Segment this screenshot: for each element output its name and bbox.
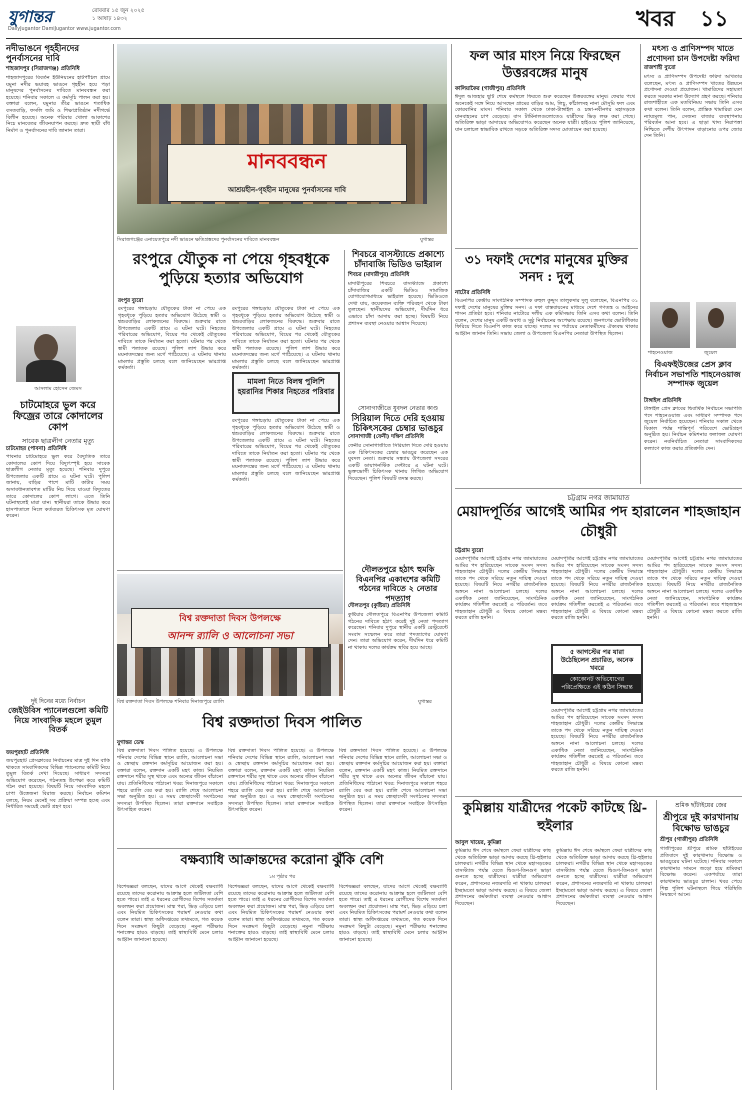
lead-body-col2: রংপুরের গঙ্গাচড়ায় যৌতুকের টাকা না পেয়ে এক গৃহবধূকে পুড়িয়ে হত্যার অভিযোগ উঠেছে স্বামী ও শ্বশুরবাড়ির লোকজনের বিরুদ্ধে। শুক্রবার রাতে উপজেলার একটি গ্রামে এ ঘটনা ঘটে। নিহতের পরিবারের অভিযোগ, বিয়ের পর থেকেই যৌতুকের দাবিতে তাকে নির্যাতন করা হতো। ঘটনার পর থেকে স্বামী পলাতক রয়েছে। পুলিশ লাশ উদ্ধার করে ময়নাতদন্তের জন্য মর্গে পাঠিয়েছে। এ ঘটনায় থানায় মামলার প্রস্তুতি চলছে বলে জানিয়েছেন ভারপ্রাপ্ত কর্মকর্তা।: [232, 306, 340, 370]
banner-text: মানববন্ধন: [247, 149, 327, 173]
corona-body-col2: বিশেষজ্ঞরা বলছেন, যাদের আগে থেকেই বক্ষব্যাধি রয়েছে তাদের করোনায় আক্রান্ত হলে জটিলতা বেশি হতে পারে। তাই এ ধরনের রোগীদের বিশেষ সতর্কতা অবলম্বন করা প্রয়োজন। মাস্ক পরা, ভিড় এড়িয়ে চলা এবং নিয়মিত চিকিৎসকের পরামর্শ নেওয়ার কথা বলেন তারা। স্বাস্থ্য অধিদপ্তরের তথ্যমতে, গত কয়েক দিনে সংক্রমণ কিছুটা বেড়েছে। নমুনা পরীক্ষায় শনাক্তের হারও বাড়ছে। তাই স্বাস্থ্যবিধি মেনে চলার আহ্বান জানানো হয়েছে।: [228, 884, 334, 943]
mid-kicker-2: সোনাগাজীতে যুবদল নেতার কাণ্ড: [358, 405, 438, 412]
ctg-body-col1: মেয়াদপূর্তির আগেই চট্টগ্রাম নগর জামায়াতের আমির পদ হারিয়েছেন সাবেক সংসদ সদস্য শাহজাহান চৌধুরী। দলের কেন্দ্রীয় সিদ্ধান্তে তাকে পদ থেকে সরিয়ে নতুন দায়িত্ব দেওয়া হয়েছে। বিষয়টি নিয়ে নগরীর রাজনৈতিক অঙ্গনে নানা আলোচনা চলছে। দলের একাধিক নেতা জানিয়েছেন, সাংগঠনিক কার্যক্রম গতিশীল করতেই এ পরিবর্তন। তবে শাহজাহান চৌধুরী এ বিষয়ে কোনো মন্তব্য করতে রাজি হননি।: [455, 556, 547, 622]
mid-body-2: ফেনীর সোনাগাজীতে সিরিয়াল দিতে দেরি হওয়ায় এক চিকিৎসকের চেম্বার ভাঙচুর করেছেন এক যুবদল নেতা। শুক্রবার সন্ধ্যায় উপজেলা সদরের একটি ডায়াগনস্টিক সেন্টারে এ ঘটনা ঘটে। ভুক্তভোগী চিকিৎসক থানায় লিখিত অভিযোগ দিয়েছেন। পুলিশ বিষয়টি তদন্ত করছে।: [348, 443, 448, 482]
story-subtitle-2: সাবেক ছাত্রলীগ নেতার মৃত্যু: [22, 437, 94, 445]
ctg-body-col3: মেয়াদপূর্তির আগেই চট্টগ্রাম নগর জামায়াতের আমির পদ হারিয়েছেন সাবেক সংসদ সদস্য শাহজাহান চৌধুরী। দলের কেন্দ্রীয় সিদ্ধান্তে তাকে পদ থেকে সরিয়ে নতুন দায়িত্ব দেওয়া হয়েছে। বিষয়টি নিয়ে নগরীর রাজনৈতিক অঙ্গনে নানা আলোচনা চলছে। দলের একাধিক নেতা জানিয়েছেন, সাংগঠনিক কার্যক্রম গতিশীল করতেই এ পরিবর্তন। তবে শাহজাহান চৌধুরী এ বিষয়ে কোনো মন্তব্য করতে রাজি হননি।: [551, 708, 643, 774]
byline-3: জয়পুরহাট প্রতিনিধি: [6, 750, 49, 756]
ctg-body-col2: মেয়াদপূর্তির আগেই চট্টগ্রাম নগর জামায়াতের আমির পদ হারিয়েছেন সাবেক সংসদ সদস্য শাহজাহান চৌধুরী। দলের কেন্দ্রীয় সিদ্ধান্তে তাকে পদ থেকে সরিয়ে নতুন দায়িত্ব দেওয়া হয়েছে। বিষয়টি নিয়ে নগরীর রাজনৈতিক অঙ্গনে নানা আলোচনা চলছে। দলের একাধিক নেতা জানিয়েছেন, সাংগঠনিক কার্যক্রম গতিশীল করতেই এ পরিবর্তন। তবে শাহজাহান চৌধুরী এ বিষয়ে কোনো মন্তব্য করতে রাজি হননি।: [551, 556, 643, 622]
ctg-box-text-2: কোকোনট অভিযোগের পরিপ্রেক্ষিতে এই কঠিন সিদ্ধান্ত: [553, 674, 641, 693]
newspaper-logo: যুগান্তর: [8, 7, 53, 26]
rally-banner-text: বিশ্ব রক্তদাতা দিবস উপলক্ষে: [179, 614, 281, 624]
story-body: শাহজাদপুরের বিবর্তন ইউনিয়নের হাটপাঁচিল গ্রামে যমুনা নদীর ভয়াবহ ভাঙনে গৃহহীন হয়ে পড়া মানুষদের পুনর্বাসনের দাবিতে মানববন্ধন করা হয়েছে। শনিবার সকালে এ কর্মসূচি পালন করা হয়। বক্তারা বলেন, যমুনার তীব্র ভাঙনে শতাধিক বসতবাড়ি, ফসলি জমি ও শিক্ষাপ্রতিষ্ঠান নদীগর্ভে বিলীন হয়েছে। অনেক পরিবার খোলা আকাশের নিচে মানবেতর জীবনযাপন করছে। দ্রুত স্থায়ী বাঁধ নির্মাণ ও পুনর্বাসনের দাবি জানান তারা।: [6, 75, 110, 134]
portrait-photo: [16, 326, 76, 382]
lead-body-col1: রংপুরের গঙ্গাচড়ায় যৌতুকের টাকা না পেয়ে এক গৃহবধূকে পুড়িয়ে হত্যার অভিযোগ উঠেছে স্বামী ও শ্বশুরবাড়ির লোকজনের বিরুদ্ধে। শুক্রবার রাতে উপজেলার একটি গ্রামে এ ঘটনা ঘটে। নিহতের পরিবারের অভিযোগ, বিয়ের পর থেকেই যৌতুকের দাবিতে তাকে নির্যাতন করা হতো। ঘটনার পর থেকে স্বামী পলাতক রয়েছে। পুলিশ লাশ উদ্ধার করে ময়নাতদন্তের জন্য মর্গে পাঠিয়েছে। এ ঘটনায় থানায় মামলার প্রস্তুতি চলছে বলে জানিয়েছেন ভারপ্রাপ্ত কর্মকর্তা।: [118, 306, 226, 372]
sreepur-story: [660, 800, 742, 1090]
mid-body-1: মাদারীপুরের শিবচরে বাসস্ট্যান্ডে প্রকাশ্যে চাঁদাবাজির একটি ভিডিও সামাজিক যোগাযোগমাধ্যমে ভাইরাল হয়েছে। ভিডিওতে দেখা যায়, কয়েকজন ব্যক্তি পরিবহণ থেকে টাকা তুলছেন। স্থানীয়দের অভিযোগ, দীর্ঘদিন ধরে এভাবে চাঁদা আদায় করা হচ্ছে। বিষয়টি নিয়ে প্রশাসন ব্যবস্থা নেওয়ার আশ্বাস দিয়েছে।: [348, 281, 448, 327]
story-title-2: চাটমোহরে ভুল করে ফিজ্রের তারে কোদালের কোপ: [13, 400, 103, 433]
mid-byline-1: শিবচর (মাদারীপুর) প্রতিনিধি: [348, 272, 410, 278]
date-line: রোববার ১৫ জুন ২০২৫: [92, 8, 145, 14]
sreepur-headline: শ্রীপুরে দুই কারখানায় বিক্ষোভ ভাঙচুর: [663, 813, 739, 834]
mid-body-3: কুষ্টিয়ার দৌলতপুরে বিএনপির উপজেলা কমিটি গঠনের দাবিতে হঠাৎ করেই দুই নেতা পদত্যাগ করেছেন। শনিবার দুপুরে স্থানীয় একটি রেস্টুরেন্টে সংবাদ সম্মেলন করে তারা পদত্যাগের ঘোষণা দেন। তারা অভিযোগ করেন, দীর্ঘদিন ধরে কমিটি না থাকায় দলের কার্যক্রম স্থবির হয়ে আছে।: [348, 612, 448, 651]
protest-photo: [117, 44, 447, 234]
cumilla-body-col2: কুমিল্লায় ঈদ শেষে কর্মস্থলে ফেরা যাত্রীদের কাছ থেকে অতিরিক্ত ভাড়া আদায় করছে থ্রি-হুইলার চালকরা। নগরীর বিভিন্ন স্থান থেকে মহাসড়কের বাসস্ট্যান্ড পর্যন্ত যেতে দ্বিগুণ-তিনগুণ ভাড়া গুনতে হচ্ছে যাত্রীদের। যাত্রীরা অভিযোগ করেন, প্রশাসনের নজরদারি না থাকায় চালকরা ইচ্ছামতো ভাড়া আদায় করছে। এ বিষয়ে জেলা প্রশাসনের কর্মকর্তারা ব্যবস্থা নেওয়ার আশ্বাস দিয়েছেন।: [556, 848, 652, 907]
left-column: [6, 44, 110, 1090]
right-headline: ফল আর মাংস নিয়ে ফিরছেন উত্তরবঙ্গের মানুষ: [469, 49, 621, 81]
page-number: ১১: [700, 6, 729, 32]
pull-quote-text: মামলা নিতে বিলম্ব পুলিশি হয়রানির শিকার নিহতের পরিবার: [237, 377, 335, 396]
mid-byline-3: দৌলতপুর (কুষ্টিয়া) প্রতিনিধি: [348, 603, 411, 609]
lead-headline: রংপুরে যৌতুক না পেয়ে গৃহবধূকে পুড়িয়ে হত্যার অভিযোগ: [132, 250, 330, 287]
corona-headline: বক্ষব্যাধি আক্রান্তদের করোনা ঝুঁকি বেশি: [180, 853, 384, 868]
sidebar-byline-2: টাঙ্গাইল প্রতিনিধি: [644, 398, 682, 404]
ctg-highlight-box: [551, 644, 643, 704]
mid-title-3: দৌলতপুরে হঠাৎ হুমকি বিএনপির একাংশের কমিটি গঠনের দাবিতে ২ নেতার পদত্যাগ: [355, 564, 441, 603]
mid-title-1: শিবচরে বাসস্ট্যান্ডে প্রকাশ্যে চাঁদাবাজি ভিডিও ভাইরাল: [351, 250, 445, 270]
ctg-body-col4: মেয়াদপূর্তির আগেই চট্টগ্রাম নগর জামায়াতের আমির পদ হারিয়েছেন সাবেক সংসদ সদস্য শাহজাহান চৌধুরী। দলের কেন্দ্রীয় সিদ্ধান্তে তাকে পদ থেকে সরিয়ে নতুন দায়িত্ব দেওয়া হয়েছে। বিষয়টি নিয়ে নগরীর রাজনৈতিক অঙ্গনে নানা আলোচনা চলছে। দলের একাধিক নেতা জানিয়েছেন, সাংগঠনিক কার্যক্রম গতিশীল করতেই এ পরিবর্তন। তবে শাহজাহান চৌধুরী এ বিষয়ে কোনো মন্তব্য করতে রাজি হননি।: [647, 556, 742, 622]
story-body-2: পাবনার চাটমোহরে ভুল করে বৈদ্যুতিক তারে কোদালের কোপ দিয়ে বিদ্যুৎস্পৃষ্ট হয়ে সাবেক ছাত্রলীগ নেতার মৃত্যু হয়েছে। শনিবার দুপুরে উপজেলার একটি গ্রামে এ ঘটনা ঘটে। পুলিশ জানায়, বাড়ির পাশে মাটি কাটার সময় অসাবধানতাবশত মাটির নিচ দিয়ে যাওয়া বিদ্যুতের তারে কোদালের কোপ লাগে। এতে তিনি ঘটনাস্থলেই মারা যান। স্থানীয়রা তাকে উদ্ধার করে হাসপাতালে নিলে কর্তব্যরত চিকিৎসক মৃত ঘোষণা করেন।: [6, 454, 110, 520]
blood-body-col2: বিশ্ব রক্তদাতা দিবস পালিত হয়েছে। এ উপলক্ষে শনিবার দেশের বিভিন্ন স্থানে র‍্যালি, আলোচনা সভা ও স্বেচ্ছায় রক্তদান কর্মসূচির আয়োজন করা হয়। বক্তারা বলেন, রক্তদান একটি মহৎ কাজ। নিয়মিত রক্তদানে শরীর সুস্থ থাকে এবং অন্যের জীবন বাঁচানো যায়। প্রতিনিধিদের পাঠানো খবর: দিনাজপুরে সকালে শহরে র‍্যালি বের করা হয়। র‍্যালি শেষে আলোচনা সভা অনুষ্ঠিত হয়। এ সময় স্বেচ্ছাসেবী সংগঠনের সদস্যরা উপস্থিত ছিলেন। তারা রক্তদানে সবাইকে উৎসাহিত করেন।: [228, 748, 334, 814]
corona-body-col1: বিশেষজ্ঞরা বলছেন, যাদের আগে থেকেই বক্ষব্যাধি রয়েছে তাদের করোনায় আক্রান্ত হলে জটিলতা বেশি হতে পারে। তাই এ ধরনের রোগীদের বিশেষ সতর্কতা অবলম্বন করা প্রয়োজন। মাস্ক পরা, ভিড় এড়িয়ে চলা এবং নিয়মিত চিকিৎসকের পরামর্শ নেওয়ার কথা বলেন তারা। স্বাস্থ্য অধিদপ্তরের তথ্যমতে, গত কয়েক দিনে সংক্রমণ কিছুটা বেড়েছে। নমুনা পরীক্ষায় শনাক্তের হারও বাড়ছে। তাই স্বাস্থ্যবিধি মেনে চলার আহ্বান জানানো হয়েছে।: [117, 884, 223, 943]
sidebar-title-2: বিএফইউজের প্রেস ক্লাব নির্বাচন সভাপতি শাহনেওয়াজ সম্পাদক জুয়েল: [645, 359, 741, 388]
blood-byline: যুগান্তর ডেস্ক: [117, 740, 144, 746]
ctg-box-text-1: ৫ আগস্টের পর যারা উঠেছিলেন প্রচারিত, অনেক খবরে: [560, 648, 634, 672]
cumilla-headline: কুমিল্লায় যাত্রীদের পকেট কাটছে থ্রি-হুইলার: [462, 801, 648, 834]
byline-2: চাটমোহর (পাবনা) প্রতিনিধি: [6, 446, 67, 452]
protest-banner: [167, 144, 407, 202]
sreepur-kicker: শ্রমিক ছাঁটাইয়ের জের: [675, 802, 727, 809]
story-title-3: জেইউবিস প্যানেলগুলো কমিটি নিয়ে সাংবাদিক মহলে তুমুল বিতর্ক: [8, 705, 108, 734]
photo-credit: যুগান্তর: [420, 237, 434, 243]
right-body: ঈদুল আজহার ছুটি শেষে কর্মস্থলে ফিরতে শুরু করেছেন উত্তরবঙ্গের মানুষ। ফেরার পথে অনেকেই সঙ্গে নিয়ে আসছেন গ্রামের বাড়ির আম, লিচু, কাঁঠালসহ নানা মৌসুমি ফল এবং কোরবানির মাংস। শনিবার সকাল থেকে ঢাকা-টাঙ্গাইল ও চন্দ্রা-নবীনগর মহাসড়কে যানবাহনের চাপ বেড়েছে। বাস টার্মিনালগুলোতেও যাত্রীদের ভিড় লক্ষ করা গেছে। অতিরিক্ত ভাড়া আদায়ের অভিযোগও করেছেন অনেক যাত্রী। হাইওয়ে পুলিশ জানিয়েছে, যান চলাচল স্বাভাবিক রাখতে সড়কে অতিরিক্ত সদস্য মোতায়েন করা হয়েছে।: [455, 94, 635, 133]
ctg-headline: মেয়াদপূর্তির আগেই আমির পদ হারালেন শাহজাহান চৌধুরী: [456, 504, 741, 540]
sidebar-byline: রাজশাহী ব্যুরো: [644, 65, 676, 71]
cumilla-body-col1: কুমিল্লায় ঈদ শেষে কর্মস্থলে ফেরা যাত্রীদের কাছ থেকে অতিরিক্ত ভাড়া আদায় করছে থ্রি-হুইলার চালকরা। নগরীর বিভিন্ন স্থান থেকে মহাসড়কের বাসস্ট্যান্ড পর্যন্ত যেতে দ্বিগুণ-তিনগুণ ভাড়া গুনতে হচ্ছে যাত্রীদের। যাত্রীরা অভিযোগ করেন, প্রশাসনের নজরদারি না থাকায় চালকরা ইচ্ছামতো ভাড়া আদায় করছে। এ বিষয়ে জেলা প্রশাসনের কর্মকর্তারা ব্যবস্থা নেওয়ার আশ্বাস দিয়েছেন।: [455, 848, 551, 907]
story-kicker-3: দুই দিনের মধ্যে নির্বাচন: [30, 698, 86, 705]
lead-byline: রংপুর ব্যুরো: [118, 298, 144, 304]
sidebar-body: মৎস্য ও প্রাণিসম্পদ উপদেষ্টা ফরিদা আখতার বলেছেন, মৎস্য ও প্রাণিসম্পদ খাতের উন্নয়নে প্রণোদনা দেওয়া প্রয়োজন। খামারিদের সহায়তা করতে সরকার নানা উদ্যোগ গ্রহণ করছে। শনিবার রাজশাহীতে এক মতবিনিময় সভায় তিনি এসব কথা বলেন। তিনি বলেন, প্রান্তিক খামারিরা যেন ন্যায্যমূল্য পান, সেজন্য বাজার ব্যবস্থাপনায় পরিবর্তন আনা হবে। এ ছাড়া খাদ্য নিরাপত্তা নিশ্চিতে দেশীয় উৎপাদন বাড়ানোর ওপর জোর দেন তিনি।: [644, 74, 742, 140]
blood-body-col1: বিশ্ব রক্তদাতা দিবস পালিত হয়েছে। এ উপলক্ষে শনিবার দেশের বিভিন্ন স্থানে র‍্যালি, আলোচনা সভা ও স্বেচ্ছায় রক্তদান কর্মসূচির আয়োজন করা হয়। বক্তারা বলেন, রক্তদান একটি মহৎ কাজ। নিয়মিত রক্তদানে শরীর সুস্থ থাকে এবং অন্যের জীবন বাঁচানো যায়। প্রতিনিধিদের পাঠানো খবর: দিনাজপুরে সকালে শহরে র‍্যালি বের করা হয়। র‍্যালি শেষে আলোচনা সভা অনুষ্ঠিত হয়। এ সময় স্বেচ্ছাসেবী সংগঠনের সদস্যরা উপস্থিত ছিলেন। তারা রক্তদানে সবাইকে উৎসাহিত করেন।: [117, 748, 223, 814]
middle-column: [348, 250, 448, 690]
blood-headline: বিশ্ব রক্তদাতা দিবস পালিত: [202, 713, 362, 731]
cumilla-byline: আবুল খায়ের, কুমিল্লা: [455, 840, 502, 846]
dulu-headline: ৩১ দফাই দেশের মানুষের মুক্তির সনদ : দুলু: [464, 253, 629, 285]
ctg-kicker: চট্টগ্রাম নগর জামায়াত: [567, 494, 630, 502]
portrait-right: [696, 302, 736, 348]
story-body-3: জয়পুরহাট প্রেসক্লাবের নির্বাচনের মাত্র দুই দিন বাকি থাকতে সাংবাদিকদের বিভিন্ন প্যানেলের কমিটি নিয়ে তুমুল বিতর্ক দেখা দিয়েছে। সাধারণ সদস্যরা অভিযোগ করেছেন, গঠনতন্ত্র উপেক্ষা করে কমিটি গঠন করা হয়েছে। বিষয়টি নিয়ে সাংবাদিক মহলে চাপা উত্তেজনা বিরাজ করছে। নির্বাচন কমিশন বলছে, নিয়ম মেনেই সব প্রক্রিয়া সম্পন্ন হচ্ছে এবং নির্ধারিত সময়েই ভোট গ্রহণ হবে।: [6, 758, 110, 811]
right-byline: কালিয়াকৈর (গাজীপুর) প্রতিনিধি: [455, 86, 526, 92]
blood-body-col3: বিশ্ব রক্তদাতা দিবস পালিত হয়েছে। এ উপলক্ষে শনিবার দেশের বিভিন্ন স্থানে র‍্যালি, আলোচনা সভা ও স্বেচ্ছায় রক্তদান কর্মসূচির আয়োজন করা হয়। বক্তারা বলেন, রক্তদান একটি মহৎ কাজ। নিয়মিত রক্তদানে শরীর সুস্থ থাকে এবং অন্যের জীবন বাঁচানো যায়। প্রতিনিধিদের পাঠানো খবর: দিনাজপুরে সকালে শহরে র‍্যালি বের করা হয়। র‍্যালি শেষে আলোচনা সভা অনুষ্ঠিত হয়। এ সময় স্বেচ্ছাসেবী সংগঠনের সদস্যরা উপস্থিত ছিলেন। তারা রক্তদানে সবাইকে উৎসাহিত করেন।: [339, 748, 447, 814]
byline: শাহজাদপুর (সিরাজগঞ্জ) প্রতিনিধি: [6, 66, 80, 72]
section-title: খবর: [636, 6, 675, 32]
rally-credit: যুগান্তর: [418, 699, 432, 705]
photo-caption: সিরাজগঞ্জের এনায়েতপুরে নদী ভাঙনে ক্ষতিগ্রস্তদের পুনর্বাসনের দাবিতে মানববন্ধন: [117, 237, 280, 243]
masthead: [0, 0, 748, 50]
dulu-byline: নাটোর প্রতিনিধি: [455, 290, 491, 296]
social-links: DailyJugantor DamiJugantor www.jugantor.com: [8, 27, 121, 32]
sreepur-byline: শ্রীপুর (গাজীপুর) প্রতিনিধি: [660, 837, 718, 843]
portrait-left-name: শাহনেওয়াজ: [648, 350, 673, 356]
sreepur-body: গাজীপুরের শ্রীপুরে শ্রমিক ছাঁটাইয়ের প্রতিবাদে দুই কারখানায় বিক্ষোভ ও ভাঙচুরের ঘটনা ঘটেছে। শনিবার সকালে কারখানার সামনে জড়ো হয়ে শ্রমিকরা বিক্ষোভ করেন। একপর্যায়ে তারা কারখানায় ভাঙচুর চালান। খবর পেয়ে শিল্প পুলিশ ঘটনাস্থলে গিয়ে পরিস্থিতি নিয়ন্ত্রণে আনে।: [660, 846, 742, 899]
mid-byline-2: সোনাগাজী (ফেনী) দক্ষিণ প্রতিনিধি: [348, 434, 424, 440]
rally-banner: [131, 608, 329, 648]
corona-body-col3: বিশেষজ্ঞরা বলছেন, যাদের আগে থেকেই বক্ষব্যাধি রয়েছে তাদের করোনায় আক্রান্ত হলে জটিলতা বেশি হতে পারে। তাই এ ধরনের রোগীদের বিশেষ সতর্কতা অবলম্বন করা প্রয়োজন। মাস্ক পরা, ভিড় এড়িয়ে চলা এবং নিয়মিত চিকিৎসকের পরামর্শ নেওয়ার কথা বলেন তারা। স্বাস্থ্য অধিদপ্তরের তথ্যমতে, গত কয়েক দিনে সংক্রমণ কিছুটা বেড়েছে। নমুনা পরীক্ষায় শনাক্তের হারও বাড়ছে। তাই স্বাস্থ্যবিধি মেনে চলার আহ্বান জানানো হয়েছে।: [339, 884, 447, 943]
ctg-byline: চট্টগ্রাম ব্যুরো: [455, 548, 484, 554]
rally-banner-text-2: আনন্দ র‍্যালি ও আলোচনা সভা: [167, 631, 293, 642]
banner-subtext: আশ্রয়হীন-গৃহহীন মানুষের পুনর্বাসনের দাবি: [227, 185, 347, 194]
lead-body-col3: রংপুরের গঙ্গাচড়ায় যৌতুকের টাকা না পেয়ে এক গৃহবধূকে পুড়িয়ে হত্যার অভিযোগ উঠেছে স্বামী ও শ্বশুরবাড়ির লোকজনের বিরুদ্ধে। শুক্রবার রাতে উপজেলার একটি গ্রামে এ ঘটনা ঘটে। নিহতের পরিবারের অভিযোগ, বিয়ের পর থেকেই যৌতুকের দাবিতে তাকে নির্যাতন করা হতো। ঘটনার পর থেকে স্বামী পলাতক রয়েছে। পুলিশ লাশ উদ্ধার করে ময়নাতদন্তের জন্য মর্গে পাঠিয়েছে। এ ঘটনায় থানায় মামলার প্রস্তুতি চলছে বলে জানিয়েছেন ভারপ্রাপ্ত কর্মকর্তা।: [232, 418, 340, 484]
mid-title-2: সিরিয়াল দিতে দেরি হওয়ায় চিকিৎসকের চেম্বার ভাঙচুর: [351, 414, 445, 434]
sidebar-title: মৎস্য ও প্রাণিসম্পদ খাতে প্রণোদনা চান উপদেষ্টা ফরিদা: [646, 43, 740, 63]
story-title: নদীভাঙনে গৃহহীনদের পুনর্বাসনের দাবি: [6, 44, 80, 64]
right-sidebar: [644, 44, 742, 484]
rally-caption: বিশ্ব রক্তদাতা দিবস উপলক্ষে শনিবার দিনাজপুরে র‍্যালি: [117, 699, 224, 705]
pull-quote: [232, 372, 340, 414]
dulu-body: বিএনপির কেন্দ্রীয় সাংগঠনিক সম্পাদক রুহুল কুদ্দুস তালুকদার দুলু বলেছেন, বিএনপির ৩১ দফাই দেশের মানুষের মুক্তির সনদ। এ দফা বাস্তবায়নের মাধ্যমে দেশে গণতন্ত্র ও আইনের শাসন প্রতিষ্ঠা হবে। শনিবার নাটোরে দলীয় এক কর্মিসভায় তিনি এসব কথা বলেন। তিনি বলেন, দেশের মানুষ একটি অবাধ ও সুষ্ঠু নির্বাচনের অপেক্ষায় রয়েছে। জনগণের ভোটাধিকার ফিরিয়ে দিতে বিএনপি কাজ করে যাচ্ছে। দলের সব পর্যায়ের নেতাকর্মীদের ঐক্যবদ্ধ থাকার আহ্বান জানান তিনি। সভায় জেলা ও উপজেলা বিএনপির নেতারা উপস্থিত ছিলেন।: [455, 298, 638, 337]
date-line-2: ১ আষাঢ় ১৪৩২: [92, 16, 128, 22]
sidebar-body-2: টাঙ্গাইল প্রেস ক্লাবের দ্বিবার্ষিক নির্বাচনে সভাপতি পদে শাহনেওয়াজ এবং সাধারণ সম্পাদক পদে জুয়েল নির্বাচিত হয়েছেন। শনিবার সকাল থেকে বিকাল পর্যন্ত শান্তিপূর্ণ পরিবেশে ভোটগ্রহণ অনুষ্ঠিত হয়। নির্বাচন কমিশনার ফলাফল ঘোষণা করেন। নবনির্বাচিত নেতারা সাংবাদিকদের কল্যাণে কাজ করার প্রতিশ্রুতি দেন।: [644, 406, 742, 452]
portrait-caption: আসলাম হোসেন জেমস: [34, 386, 82, 392]
portrait-right-name: জুয়েল: [704, 350, 718, 356]
corona-jump: ১ম পৃষ্ঠার পর: [268, 874, 296, 880]
portrait-left: [650, 302, 690, 348]
rally-photo: [117, 574, 343, 696]
